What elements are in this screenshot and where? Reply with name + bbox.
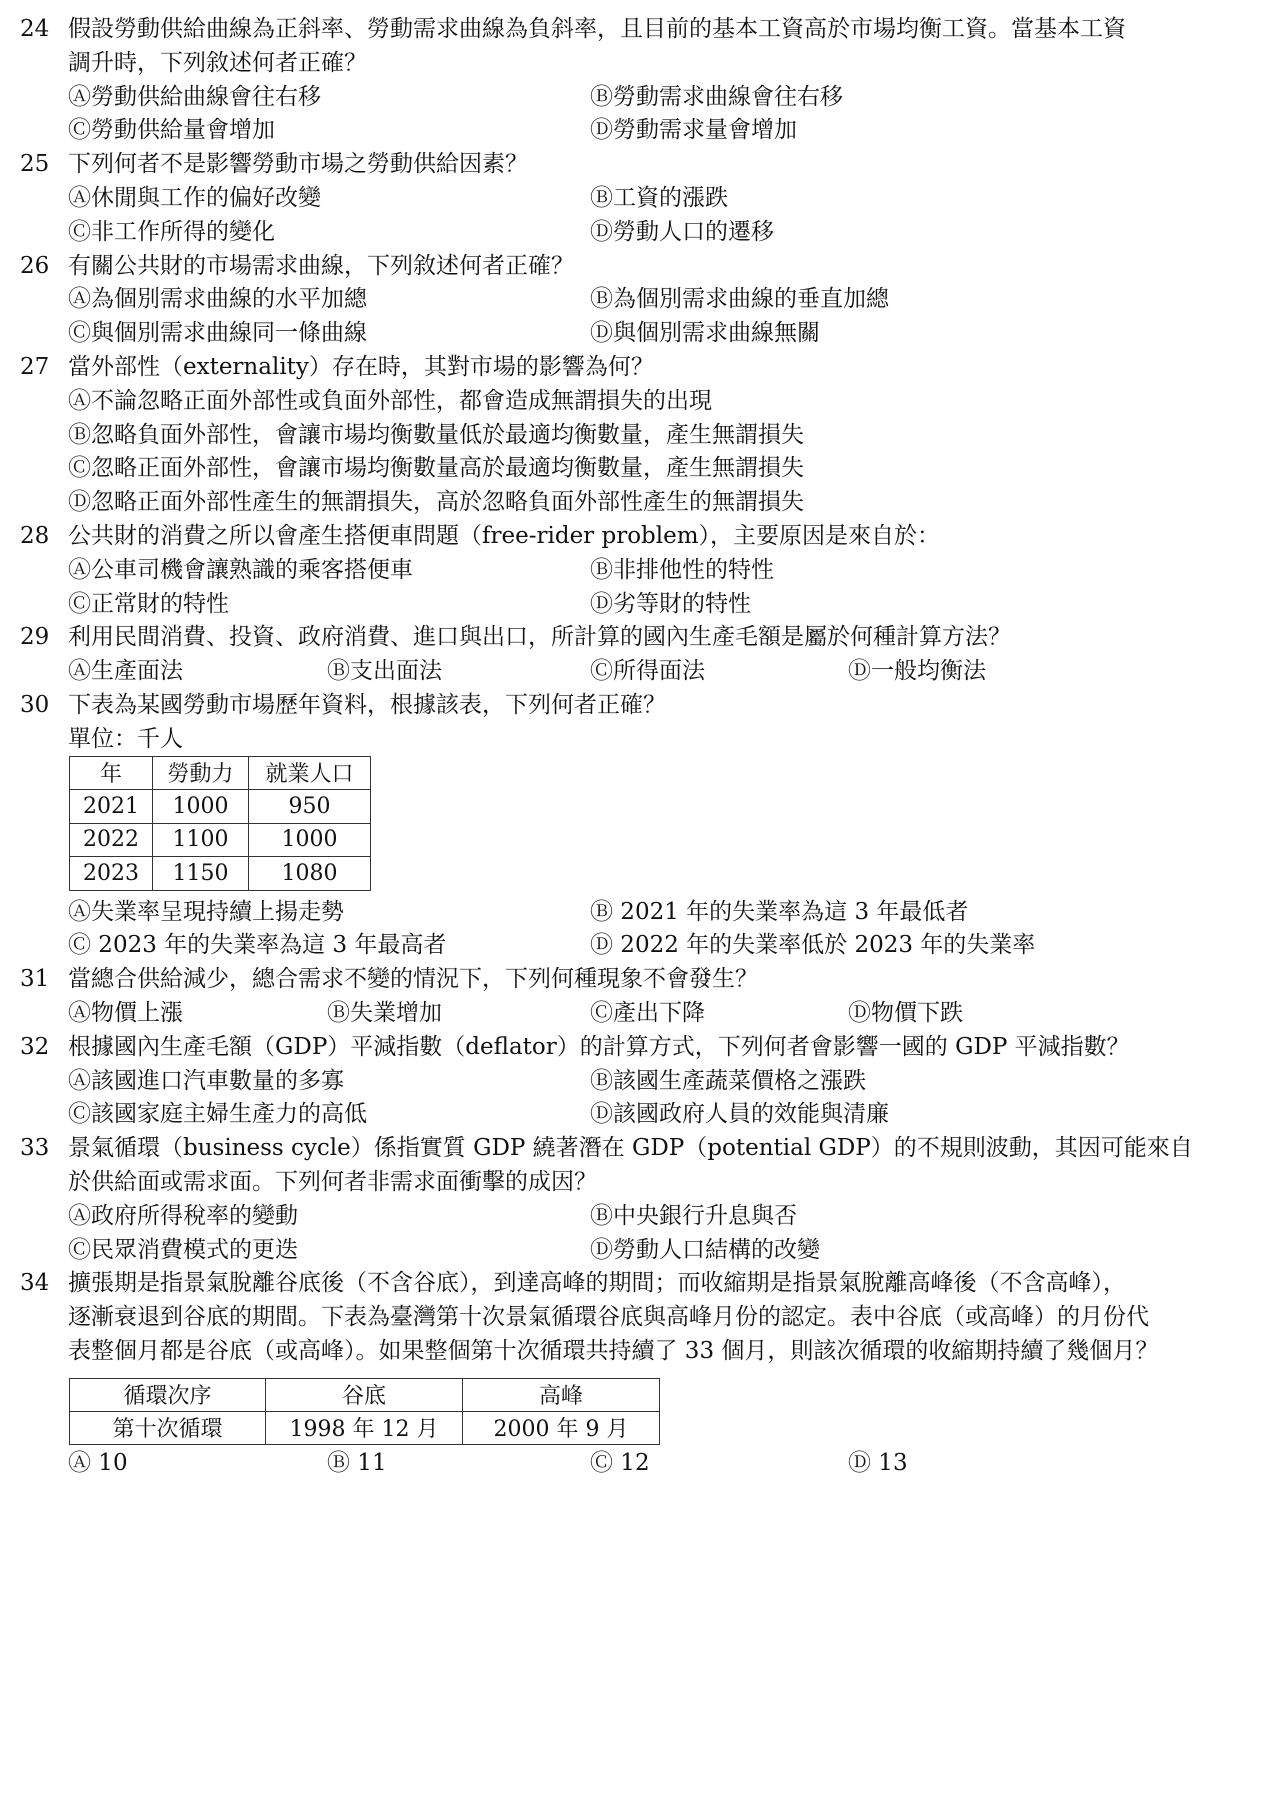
answer-option: Ⓒ勞動供給量會增加 bbox=[68, 117, 275, 144]
table-cell: 1000 bbox=[249, 823, 371, 857]
answer-option: Ⓒ非工作所得的變化 bbox=[68, 218, 275, 245]
question-stem: 於供給面或需求面。下列何者非需求面衝擊的成因？ bbox=[68, 1169, 597, 1195]
answer-option: Ⓑ 2021 年的失業率為這 3 年最低者 bbox=[590, 898, 969, 925]
table-cell: 第十次循環 bbox=[70, 1411, 266, 1444]
labor-market-table bbox=[69, 756, 371, 891]
answer-option: Ⓑ失業增加 bbox=[327, 1000, 442, 1026]
question-stem: 下列何者不是影響勞動市場之勞動供給因素？ bbox=[68, 151, 528, 178]
table-header-cell: 谷底 bbox=[266, 1378, 463, 1411]
answer-option: Ⓑ勞動需求曲線會往右移 bbox=[590, 83, 843, 110]
answer-option: Ⓐ失業率呈現持續上揚走勢 bbox=[68, 898, 344, 925]
table-cell: 1998 年 12 月 bbox=[266, 1411, 463, 1444]
question-number: 33 bbox=[20, 1135, 50, 1162]
table-cell: 2021 bbox=[70, 790, 153, 824]
answer-option: Ⓒ正常財的特性 bbox=[68, 590, 229, 617]
question-stem: 單位：千人 bbox=[68, 725, 183, 752]
answer-option: Ⓓ該國政府人員的效能與清廉 bbox=[590, 1101, 889, 1128]
answer-option: Ⓑ該國生產蔬菜價格之漲跌 bbox=[590, 1067, 866, 1094]
answer-option: Ⓐ勞動供給曲線會往右移 bbox=[68, 83, 321, 110]
answer-option: Ⓐ生產面法 bbox=[68, 658, 183, 685]
table-header-cell: 就業人口 bbox=[249, 756, 371, 790]
answer-option: Ⓑ中央銀行升息與否 bbox=[590, 1202, 797, 1229]
answer-option: Ⓑ 11 bbox=[327, 1449, 387, 1476]
table-cell: 1000 bbox=[153, 790, 249, 824]
answer-option: Ⓐ物價上漲 bbox=[68, 1000, 183, 1026]
table-cell: 2023 bbox=[70, 857, 153, 891]
answer-option: Ⓑ為個別需求曲線的垂直加總 bbox=[590, 286, 889, 313]
table-cell: 950 bbox=[249, 790, 371, 824]
answer-option: Ⓒ產出下降 bbox=[590, 1000, 705, 1026]
table-header-cell: 循環次序 bbox=[70, 1378, 266, 1411]
answer-option: Ⓓ 13 bbox=[848, 1449, 908, 1476]
answer-option: Ⓒ 12 bbox=[590, 1449, 650, 1476]
table-row bbox=[70, 823, 371, 857]
answer-option: Ⓑ忽略負面外部性，會讓市場均衡數量低於最適均衡數量，產生無謂損失 bbox=[68, 421, 804, 448]
question-number: 31 bbox=[20, 966, 50, 993]
table-row bbox=[70, 1411, 660, 1444]
table-header-cell: 勞動力 bbox=[153, 756, 249, 790]
answer-option: Ⓐ政府所得稅率的變動 bbox=[68, 1202, 298, 1229]
question-number: 34 bbox=[20, 1270, 50, 1297]
answer-option: Ⓒ所得面法 bbox=[590, 658, 705, 685]
question-stem: 當總合供給減少，總合需求不變的情況下，下列何種現象不會發生？ bbox=[68, 966, 758, 993]
question-number: 32 bbox=[20, 1033, 50, 1060]
question-stem: 公共財的消費之所以會產生搭便車問題（free-rider problem），主要原因是來自於： bbox=[68, 523, 941, 549]
answer-option: Ⓐ為個別需求曲線的水平加總 bbox=[68, 286, 367, 313]
question-stem: 有關公共財的市場需求曲線，下列敘述何者正確？ bbox=[68, 252, 574, 279]
table-cell: 2000 年 9 月 bbox=[463, 1411, 660, 1444]
answer-option: Ⓐ 10 bbox=[68, 1449, 128, 1476]
question-stem: 調升時，下列敘述何者正確？ bbox=[68, 49, 367, 76]
question-stem: 逐漸衰退到谷底的期間。下表為臺灣第十次景氣循環谷底與高峰月份的認定。表中谷底（或高峰）的月份代 bbox=[68, 1304, 1149, 1331]
question-stem: 利用民間消費、投資、政府消費、進口與出口，所計算的國內生產毛額是屬於何種計算方法？ bbox=[68, 624, 1011, 651]
answer-option: Ⓑ工資的漲跌 bbox=[590, 185, 728, 211]
table-cell: 1100 bbox=[153, 823, 249, 857]
table-cell: 2022 bbox=[70, 823, 153, 857]
answer-option: Ⓐ休閒與工作的偏好改變 bbox=[68, 185, 321, 211]
business-cycle-table bbox=[69, 1378, 660, 1445]
answer-option: Ⓓ 2022 年的失業率低於 2023 年的失業率 bbox=[590, 932, 1036, 959]
answer-option: Ⓒ 2023 年的失業率為這 3 年最高者 bbox=[68, 932, 447, 959]
table-header-cell: 高峰 bbox=[463, 1378, 660, 1411]
question-number: 27 bbox=[20, 354, 50, 380]
question-number: 26 bbox=[20, 252, 50, 279]
question-stem: 假設勞動供給曲線為正斜率、勞動需求曲線為負斜率，且目前的基本工資高於市場均衡工資。當基本工資 bbox=[68, 16, 1126, 42]
question-number: 24 bbox=[20, 16, 50, 42]
table-header-cell: 年 bbox=[70, 756, 153, 790]
answer-option: Ⓐ不論忽略正面外部性或負面外部性，都會造成無謂損失的出現 bbox=[68, 387, 712, 414]
answer-option: Ⓒ該國家庭主婦生產力的高低 bbox=[68, 1101, 367, 1128]
answer-option: Ⓓ勞動人口的遷移 bbox=[590, 218, 774, 245]
question-number: 25 bbox=[20, 151, 50, 178]
question-stem: 當外部性（externality）存在時，其對市場的影響為何？ bbox=[68, 354, 654, 380]
answer-option: Ⓓ劣等財的特性 bbox=[590, 590, 751, 617]
answer-option: Ⓒ與個別需求曲線同一條曲線 bbox=[68, 320, 367, 347]
table-row bbox=[70, 790, 371, 824]
question-number: 30 bbox=[20, 692, 50, 718]
answer-option: Ⓐ公車司機會讓熟識的乘客搭便車 bbox=[68, 556, 413, 583]
answer-option: Ⓓ勞動需求量會增加 bbox=[590, 117, 797, 144]
answer-option: Ⓓ勞動人口結構的改變 bbox=[590, 1236, 820, 1263]
question-stem: 景氣循環（business cycle）係指實質 GDP 繞著潛在 GDP（potential GDP）的不規則波動，其因可能來自 bbox=[68, 1135, 1193, 1162]
table-row bbox=[70, 857, 371, 891]
answer-option: Ⓑ非排他性的特性 bbox=[590, 556, 774, 583]
question-stem: 擴張期是指景氣脫離谷底後（不含谷底），到達高峰的期間；而收縮期是指景氣脫離高峰後（不含高峰）， bbox=[68, 1270, 1126, 1297]
table-cell: 1150 bbox=[153, 857, 249, 891]
answer-option: Ⓓ忽略正面外部性產生的無謂損失，高於忽略負面外部性產生的無謂損失 bbox=[68, 489, 804, 516]
answer-option: Ⓒ民眾消費模式的更迭 bbox=[68, 1236, 298, 1263]
question-number: 29 bbox=[20, 624, 50, 651]
question-stem: 表整個月都是谷底（或高峰）。如果整個第十次循環共持續了 33 個月，則該次循環的收縮期持續了幾個月？ bbox=[68, 1338, 1159, 1364]
answer-option: Ⓓ與個別需求曲線無關 bbox=[590, 320, 820, 347]
question-stem: 根據國內生產毛額（GDP）平減指數（deflator）的計算方式，下列何者會影響一國的 GDP 平減指數？ bbox=[68, 1033, 1130, 1060]
answer-option: Ⓒ忽略正面外部性，會讓市場均衡數量高於最適均衡數量，產生無謂損失 bbox=[68, 455, 804, 482]
answer-option: Ⓓ一般均衡法 bbox=[848, 658, 986, 685]
table-cell: 1080 bbox=[249, 857, 371, 891]
answer-option: Ⓓ物價下跌 bbox=[848, 1000, 963, 1026]
question-number: 28 bbox=[20, 523, 50, 549]
answer-option: Ⓐ該國進口汽車數量的多寡 bbox=[68, 1067, 344, 1094]
question-stem: 下表為某國勞動市場歷年資料，根據該表，下列何者正確？ bbox=[68, 692, 666, 718]
answer-option: Ⓑ支出面法 bbox=[327, 658, 442, 685]
